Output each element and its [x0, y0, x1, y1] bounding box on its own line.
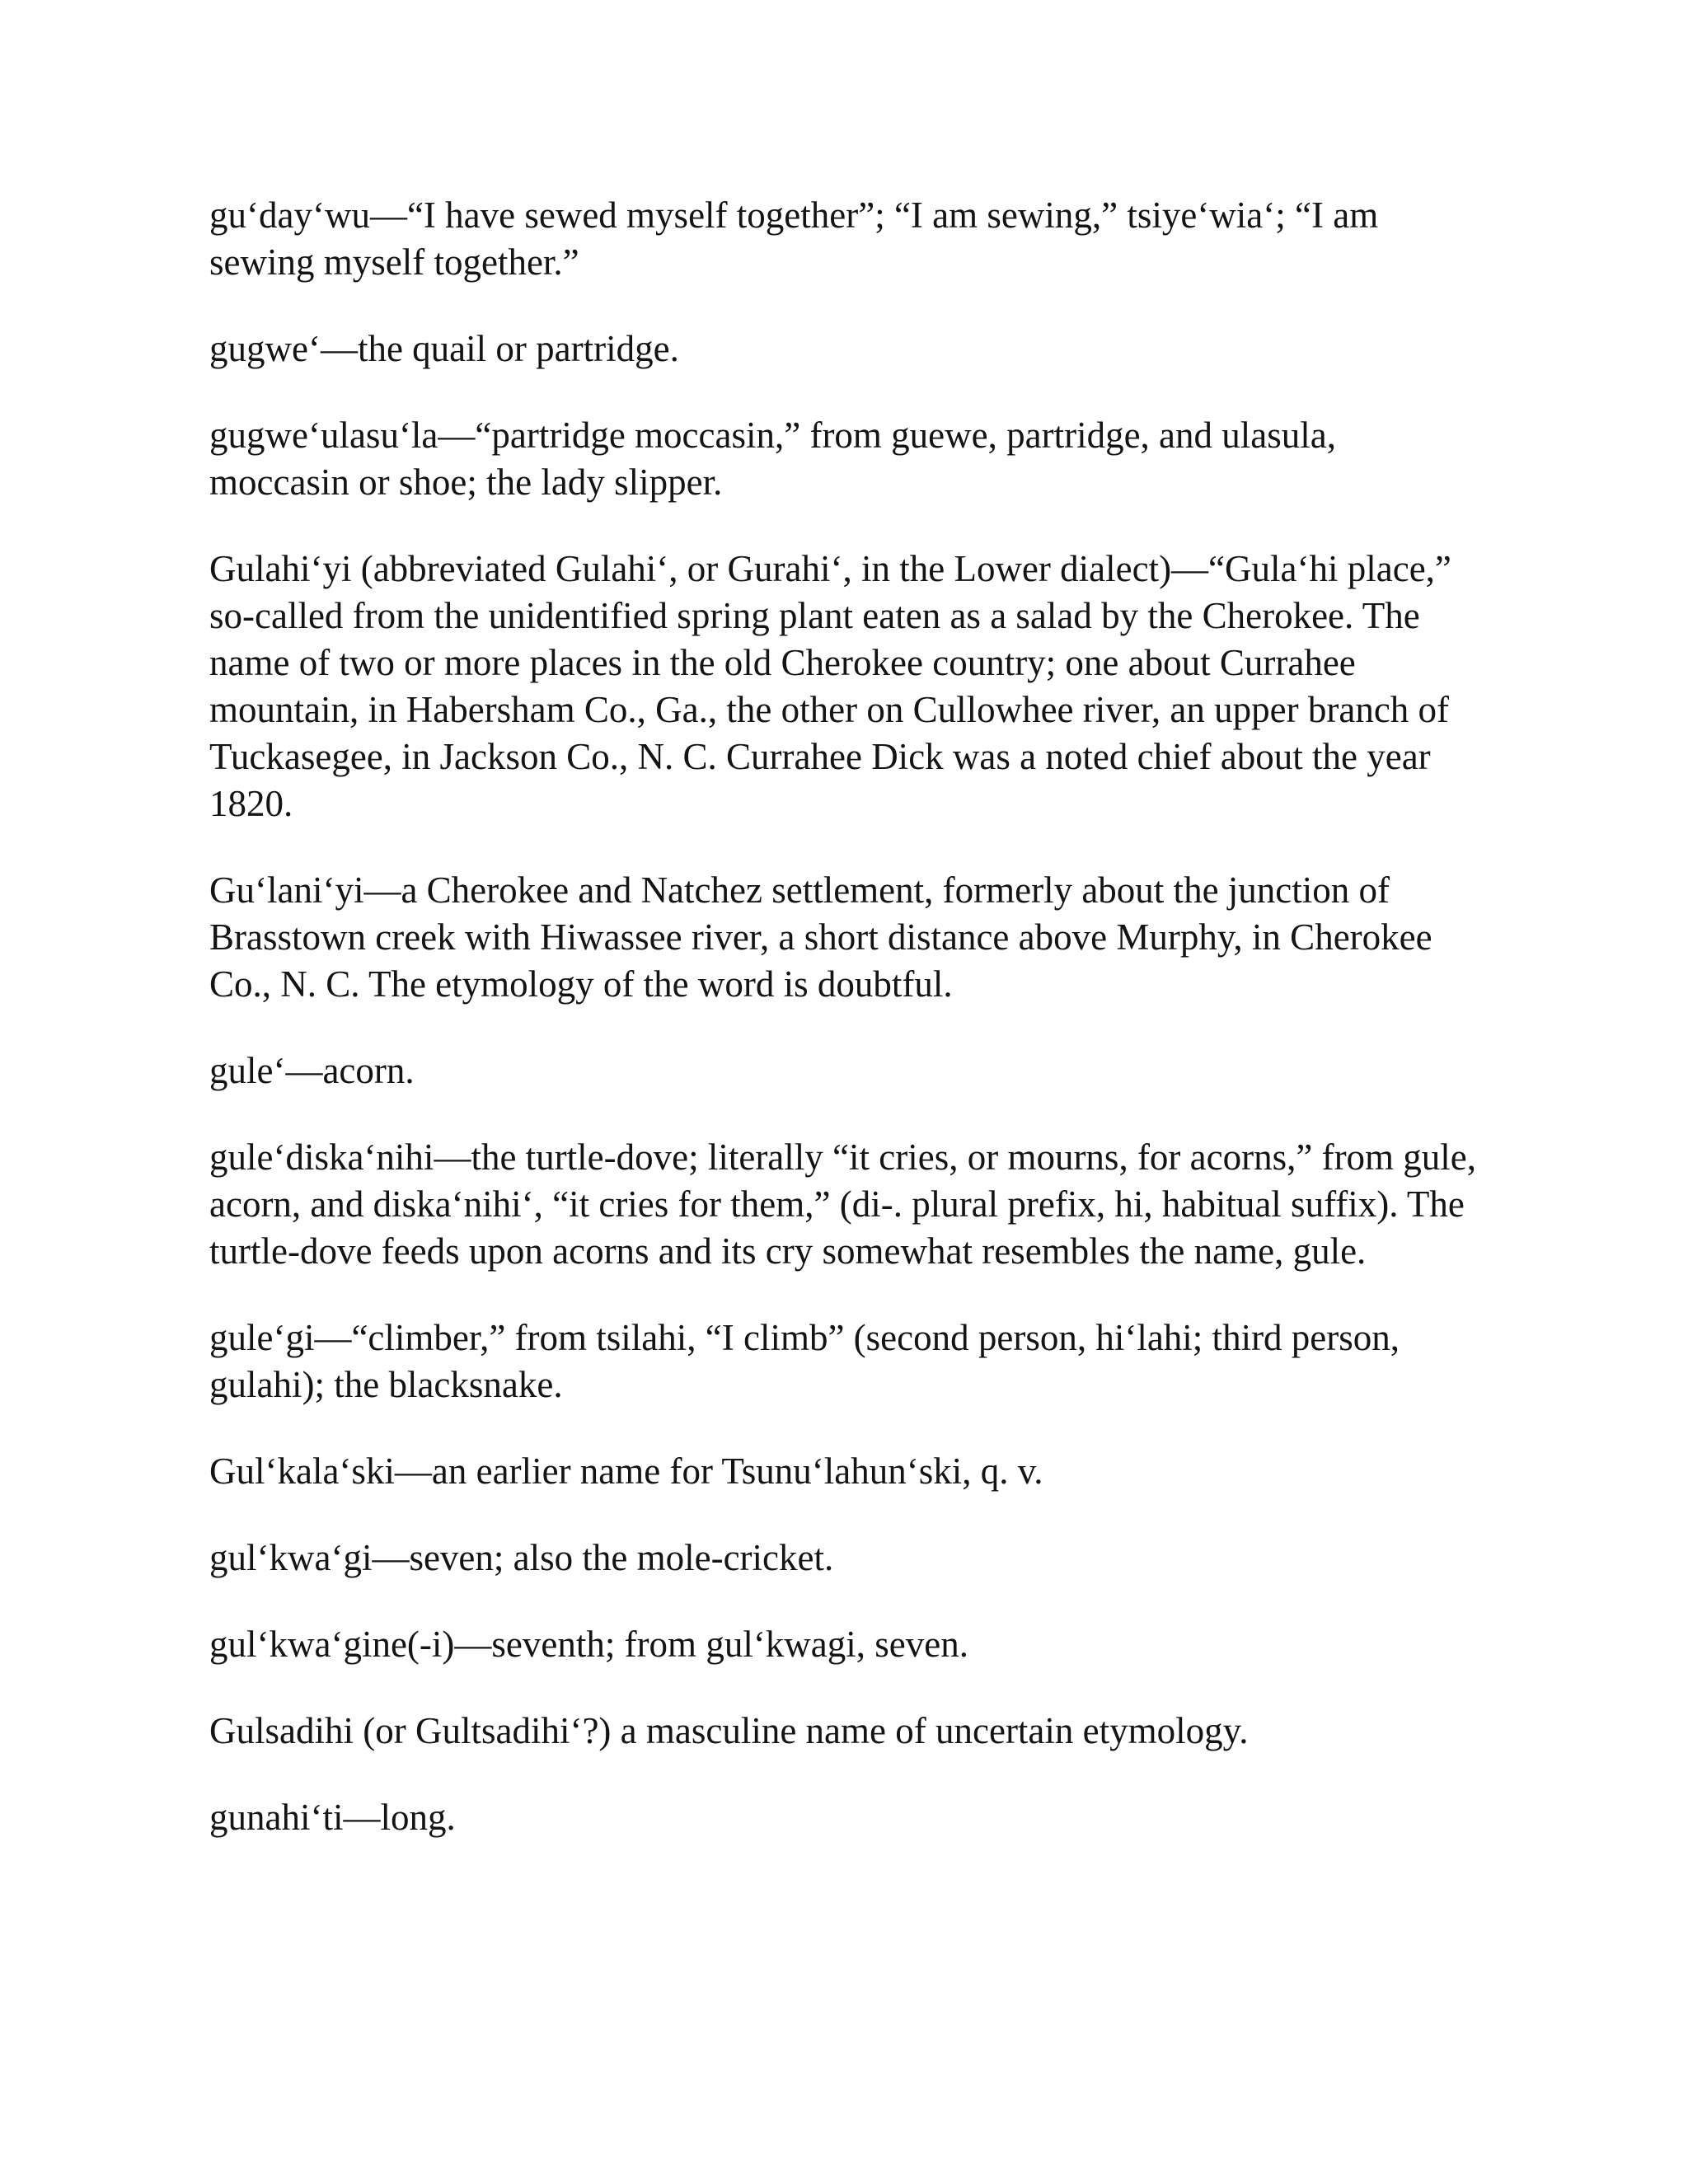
entry-gugwe: gugwe‘—the quail or partridge. — [209, 328, 679, 369]
entry-gule: gule‘—acorn. — [209, 1050, 415, 1091]
entry-gulkwagine: gul‘kwa‘gine(-i)—seventh; from gul‘kwagi, seven. — [209, 1624, 968, 1665]
entry-gulahiyi: Gulahi‘yi (abbreviated Gulahi‘, or Gurahi‘, in the Lower dialect)—“Gula‘hi place,” so-called from the unidentified spring plant eaten as a salad by the Cherokee. The name of two or more places in the old Cherokee country; one about Currahee mountain, in Habersham Co., Ga., the other on Cullowhee river, an upper branch of Tuckasegee, in Jackson Co., N. C. Currahee Dick was a noted chief about the year 1820. — [209, 548, 1451, 824]
entry-gule-gi: gule‘gi—“climber,” from tsilahi, “I climb” (second person, hi‘lahi; third person, gulahi); the blacksnake. — [209, 1317, 1400, 1405]
glossary-entries — [209, 192, 1479, 1881]
entry-gulsadihi: Gulsadihi (or Gultsadihi‘?) a masculine name of uncertain etymology. — [209, 1710, 1249, 1751]
entry-guday-wu: gu‘day‘wu—“I have sewed myself together”; “I am sewing,” tsiye‘wia‘; “I am sewing myself together.” — [209, 194, 1379, 283]
entry-gule-diskanihi: gule‘diska‘nihi—the turtle-dove; literally “it cries, or mourns, for acorns,” from gule, acorn, and diska‘nihi‘, “it cries for them,” (di-. plural prefix, hi, habitual suffix). The turtle-dove feeds upon acorns and its cry somewhat resembles the name, gule. — [209, 1137, 1477, 1272]
entry-gunahiti: gunahi‘ti—long. — [209, 1797, 456, 1838]
entry-gugwe-ulasula: gugwe‘ulasu‘la—“partridge moccasin,” from guewe, partridge, and ulasula, moccasin or shoe; the lady slipper. — [209, 415, 1336, 503]
entry-gulkalaski: Gul‘kala‘ski—an earlier name for Tsunu‘lahun‘ski, q. v. — [209, 1451, 1043, 1492]
entry-gulkwagi: gul‘kwa‘gi—seven; also the mole-cricket. — [209, 1537, 834, 1578]
entry-gulaniyi: Gu‘lani‘yi—a Cherokee and Natchez settlement, formerly about the junction of Brasstown creek with Hiwassee river, a short distance above Murphy, in Cherokee Co., N. C. The etymology of the word is doubtful. — [209, 869, 1432, 1005]
